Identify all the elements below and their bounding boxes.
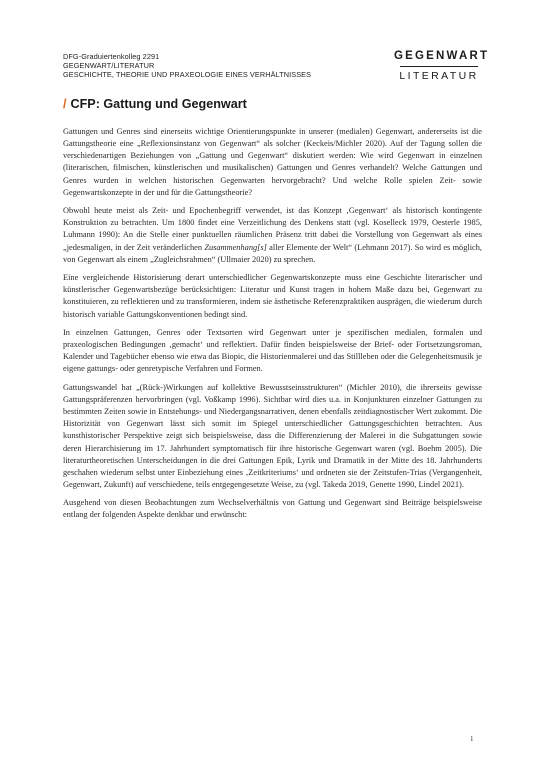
page-number: 1 (470, 735, 474, 743)
paragraph-4: In einzelnen Gattungen, Genres oder Textsorten wird Gegenwart unter je spezifischen medialen, formalen und praxeologischen Bedingungen ‚gemacht‘ und reflektiert. Dafür finden beispielsweise der Brief- oder Fortsetzungsroman, Kalender und Tagebücher ebenso wie etwa das Biopic, die Historienmalerei und das Stillleben oder die Gelegenheitsmusik je eigene gattungs- oder genretypische Verfahren und Formen. (63, 327, 482, 374)
paragraph-5: Gattungswandel hat „(Rück-)Wirkungen auf kollektive Bewusstseinsstrukturen“ (Michler 2010), die ihrerseits gewisse Gattungspräferenzen hervorbringen (vgl. Voßkamp 1996). Sichtbar wird dies u.a. in Konjunkturen einzelner Gattungen zu bestimmten Zeiten sowie in Entstehungs- und Niedergangsnarrativen, denen ebenfalls zeitdiagnostischer Wert zukommt. Die Historizität von Gegenwart lässt sich somit im Spiegel unterschiedlicher Gattungsgeschichten betrachten. Aus kunsthistorischer Perspektive zeigt sich beispielsweise, dass die Differenzierung der Malerei in die Subgattungen sowie deren Hierarchisierung im 17. Jahrhundert symptomatisch für ihre historische Gegenwart waren (vgl. Boehm 2005). Die literaturtheoretischen Unterscheidungen in die drei Gattungen Epik, Lyrik und Dramatik in der Mitte des 18. Jahrhunderts geschahen wiederum selbst unter Einbeziehung eines ‚Zeitkriteriums‘ und ordneten sie der Zeitstufen-Trias (Vergangenheit, Gegenwart, Zukunft) auf verschiedene, teils entgegengesetzte Weise, zu (vgl. Takeda 2019, Genette 1990, Lindel 2021). (63, 382, 482, 489)
title-text: CFP: Gattung und Gegenwart (70, 97, 247, 111)
paragraph-2-text-b: aller Elemente der Welt“ (Lehmann 2017). So wird es möglich, von Gegenwart als einem „Zugleichsrahmen“ (Ullmaier 2020) zu sprechen. (63, 242, 482, 264)
title-slash-mark: / (63, 97, 67, 111)
paragraph-3: Eine vergleichende Historisierung derart unterschiedlicher Gegenwartskonzepte muss eine Geschichte literarischer und künstlerischer Gegenwartsbezüge berücksichtigen: Literatur und Kunst tragen in hohem Maße dazu bei, Gegenwart zu konstituieren, zu reflektieren und zu transformieren, indem sie ästhetische Referenzpraktiken ausprägen, die wiederum durch historisch variable Gattungskonventionen bedingt sind. (63, 273, 482, 319)
document-body (63, 126, 482, 528)
paragraph-2 (63, 205, 482, 266)
logo-bottom-word: LITERATUR (399, 70, 479, 82)
paragraph-2-emphasis: Zusammenhang[s] (204, 242, 267, 252)
logo-divider (400, 66, 478, 67)
page-title (63, 97, 247, 111)
paragraph-6: Ausgehend von diesen Beobachtungen zum Wechselverhältnis von Gattung und Gegenwart sind Beiträge beispielsweise entlang der folgenden Aspekte denkbar und erwünscht: (63, 498, 482, 520)
paragraph-2-text-a: Obwohl heute meist als Zeit- und Epochenbegriff verwendet, ist das Konzept ‚Gegenwart‘ als historisch kontingente Konstruktion zu betrachten. Um 1800 findet eine Verzeitlichung des Denkens statt (vgl. Koselleck 1979, Oesterle 1985, Luhmann 1990): An die Stelle einer punktuellen räumlichen Präsenz tritt dabei die Vorstellung von Gegenwart als eines „jedesmaligen, in der Zeit veränderlichen (63, 206, 482, 252)
paragraph-1: Gattungen und Genres sind einerseits wichtige Orientierungspunkte in unserer (medialen) Gegenwart, andererseits ist die Gattungstheorie eine „Reflexionsinstanz von Gegenwart“ als solcher (Keckeis/Michler 2020). Auf der Tagung sollen die verschiedenartigen Beziehungen von „Gattung und Gegenwart“ diskutiert werden: Wie wird Gegenwart in einzelnen (literarischen, filmischen, künstlerischen und musikalischen) Gattungen und Genres verhandelt? Welche Gattungen und Genres wurden in welchen historischen Gegenwarten hervorgebracht? Und welche Rolle spielen Zeit- sowie Gegenwartskonzepte in der und für die Gattungstheorie? (63, 127, 482, 197)
gegenwart-literatur-logo (394, 50, 490, 82)
header-line-3: GESCHICHTE, THEORIE UND PRAXEOLOGIE EINES VERHÄLTNISSES (63, 70, 312, 80)
institution-header (63, 52, 383, 80)
header-line-1: DFG-Graduiertenkolleg 2291 (63, 52, 160, 61)
header-line-2: GEGENWART/LITERATUR (63, 61, 155, 71)
logo-top-word: GEGENWART (394, 50, 490, 62)
